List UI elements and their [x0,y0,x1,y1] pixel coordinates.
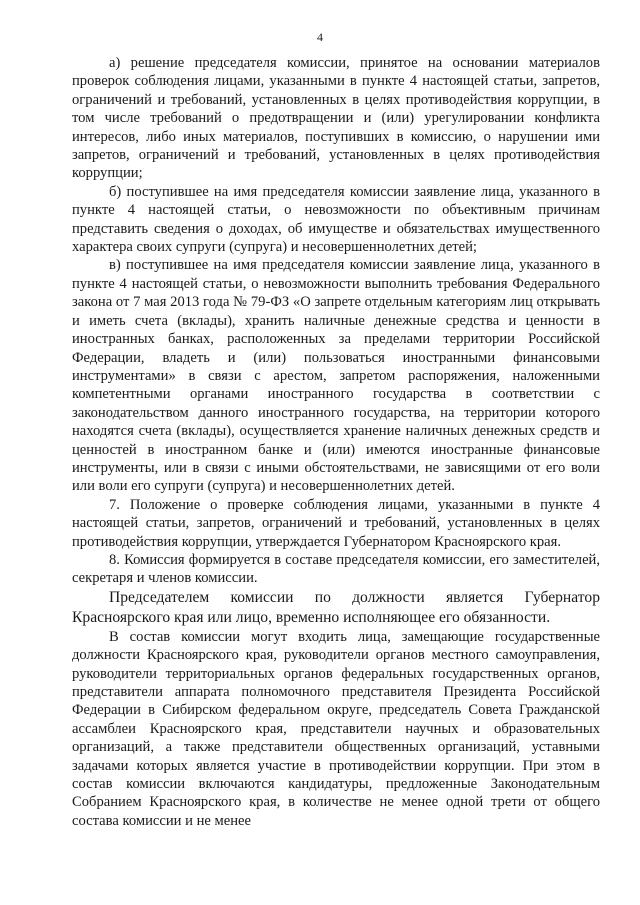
paragraph-7: 7. Положение о проверке соблюдения лицами, указанными в пункте 4 настоящей статьи, запретов, ограничений и требований, установленных в целях противодействия коррупции, утверждается Губернатором Красноярского края. [72,496,600,550]
page-number: 4 [317,30,323,44]
document-body [72,54,600,830]
paragraph-8: 8. Комиссия формируется в составе председателя комиссии, его заместителей, секретаря и членов комиссии. [72,551,600,587]
paragraph-a: а) решение председателя комиссии, принятое на основании материалов проверок соблюдения лицами, указанными в пункте 4 настоящей статьи, запретов, ограничений и требований, установленных в целях противодействия коррупции, в том числе требований о предотвращении и (или) урегулировании конфликта интересов, либо иных материалов, поступивших в комиссию, о нарушении ими запретов, ограничений и требований, установленных в целях противодействия коррупции; [72,55,600,182]
paragraph-chairman: Председателем комиссии по должности является Губернатор Красноярского края или лицо, временно исполняющее его обязанности. [72,588,600,626]
paragraph-v: в) поступившее на имя председателя комиссии заявление лица, указанного в пункте 4 настоящей статьи, о невозможности выполнить требования Федерального закона от 7 мая 2013 года № 79-ФЗ «О запрете отдельным категориям лиц открывать и иметь счета (вклады), хранить наличные денежные средства и ценности в иностранных банках, расположенных за пределами территории Российской Федерации, владеть и (или) пользоваться иностранными финансовыми инструментами» в связи с арестом, запретом распоряжения, наложенными компетентными органами иностранного государства в соответствии с законодательством данного иностранного государства, на территории которого находятся счета (вклады), осуществляется хранение наличных денежных средств и ценностей в иностранном банке и (или) имеются иностранные финансовые инструменты, или в связи с иными обстоятельствами, не зависящими от его воли или воли его супруги (супруга) и несовершеннолетних детей. [72,257,600,495]
paragraph-composition: В состав комиссии могут входить лица, замещающие государственные должности Красноярского края, руководители органов местного самоуправления, руководители территориальных органов федеральных государственных органов, представители аппарата полномочного представителя Президента Российской Федерации в Сибирском федеральном округе, председатель Совета Гражданской ассамблеи Красноярского края, представители научных и образовательных организаций, а также представители общественных организаций, уставными задачами которых является участие в противодействии коррупции. При этом в состав комиссии включаются кандидатуры, предложенные Законодательным Собранием Красноярского края, в количестве не менее одной трети от общего состава комиссии и не менее [72,628,600,829]
paragraph-b: б) поступившее на имя председателя комиссии заявление лица, указанного в пункте 4 настоящей статьи, о невозможности по объективным причинам представить сведения о доходах, об имуществе и обязательствах имущественного характера своих супруги (супруга) и несовершеннолетних детей; [72,183,600,256]
